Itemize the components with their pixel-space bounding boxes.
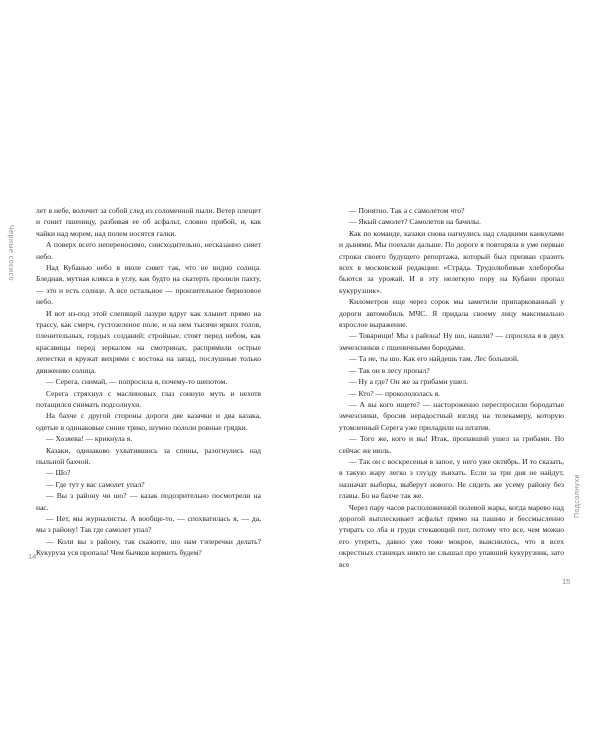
paragraph: Над Кубанью небо в июле сияет так, что не видно солнца. Бледная, мутная клякса в углу, как будто на скатерть пролили пахту, — это и есть солнце. А все остальное — пронзительное бирюзовое небо. <box>36 263 261 307</box>
paragraph: — Та не, ты шо. Как его найдешь там. Лес большой. <box>349 354 519 364</box>
paragraph: — Вы з району чи шо? — казак подозрительно посмотрели на нас. <box>36 491 261 512</box>
paragraph: А поверх всего непереносимо, снисходительно, несказанно сияет небо. <box>36 240 261 261</box>
paragraph: — Ну а где? Он же за грибами ушел. <box>349 377 468 387</box>
paragraph: На бахче с другой стороны дороги две казачки и два казака, одетые в одинаковые синие трико, шумно пололи ровные грядки. <box>36 411 261 432</box>
paragraph: — Так он с воскресенья в запое, у него уже октябрь. И то сказать, в такую жару легко з глузду зъихать. Если за три дня не найдут, назначат выборы, выберут нового. Не сидеть же усему району без главы. Бо на бахче так же. <box>339 456 564 501</box>
paragraph: — Где тут у вас самолет упал? <box>46 479 145 489</box>
paragraph: — А вы кого ищете? — настороженно переспросили бородатые эмчеэсники, бросив нерадостный взгляд на телекамеру, которую утомленный Серега уже приладили на штатив. <box>339 399 564 432</box>
paragraph: — Хозяева! — крикнула я. <box>46 434 133 444</box>
right-page-number: 15 <box>562 577 571 586</box>
left-running-title: Черные сосисо <box>7 225 14 282</box>
left-page-text <box>36 205 261 559</box>
paragraph: Серега стряхнул с маслиновых глаз сонную муть и нехотя потащился снимать подсолнухи. <box>36 388 261 409</box>
paragraph: — Якый самолет? Самолетов на бачилы. <box>349 217 481 227</box>
paragraph: Как по команде, казаки снова нагнулись над сладкими канкулами и дынями. Мы поехали дальше. По дороге я повторяла в уме первые строки своего будущего репортажа, который был призван сразить всех в московской редакции: «Страда. Трудолюбивые хлеборобы бьются за урожай. И в эту нелегкую пору на Кубани пропал кукурузник». <box>339 228 564 295</box>
paragraph: И вот из-под этой слепящей лазури вдруг как хлынет прямо на трассу, как смерч, густозеленое поле, и на нем тысячи ярких голов, пленительных, гордых созданий; стройные, стоят перед небом, как красавицы перед зеркалом на смотринах, распрямили острые лепестки и кружат вихрями с востока на запад, послушные только движению солнца. <box>36 308 261 375</box>
paragraph: — Кто? — проколололась я. <box>349 388 440 398</box>
paragraph: — Товарищи! Мы з района! Ну шо, нашли? — спросила я в двух эмчеэсников с пшеничными бородами. <box>339 331 564 352</box>
paragraph: — Так он в лесу пропал? <box>349 365 430 375</box>
paragraph: Через пару часов расположенной полевой жары, когда марево над дорогой выплескивает асфальт прямо на пашню и бессмысленно утирать со лба и груди стекающий пот, потому что все, чем можно его утереть, давно уже тоже мокрое, выяснилось, что в всех окрестных станицах никто не слышал про упавший кукурузник, зато все <box>339 502 564 569</box>
paragraph: — Нет, мы журналисты. А вообще-то, — спохватилась я, — да, мы з району! Так где самолет упал? <box>36 513 261 535</box>
paragraph: Казаки, одинаково ухватившись за спины, разогнулись над пыльной бахчой. <box>36 445 261 466</box>
paragraph: — Серега, снимай, — попросила я, почему-то шепотом. <box>46 377 228 387</box>
paragraph: — Коли вы з району, так скажите, шо нам тэперечки делать? Кукуруза уся пропала! Чем бычков кормить будем? <box>36 536 261 558</box>
right-running-title: Подсолнухи <box>574 473 581 518</box>
left-page-number: 14 <box>28 552 37 561</box>
paragraph: — Шо? <box>46 468 71 478</box>
paragraph: — Того же, кого и вы! Итак, пропавший ушел за грибами. Но сейчас же июль. <box>339 434 564 455</box>
paragraph: лет в небе, волочит за собой след из соломенной пыли. Ветер плещет и гонит пшеницу, разбивая ее об асфальт, словно прибой, и, как чайки над морем, над полем носятся галки. <box>36 206 261 238</box>
paragraph: Километров еще через сорок мы заметили припаркованный у дороги автомобиль МЧС. Я придала своему лицу максимально взрослое выражение. <box>339 297 564 330</box>
paragraph: — Понятно. Так а с самолетом что? <box>349 206 465 215</box>
right-page-text <box>339 205 564 570</box>
